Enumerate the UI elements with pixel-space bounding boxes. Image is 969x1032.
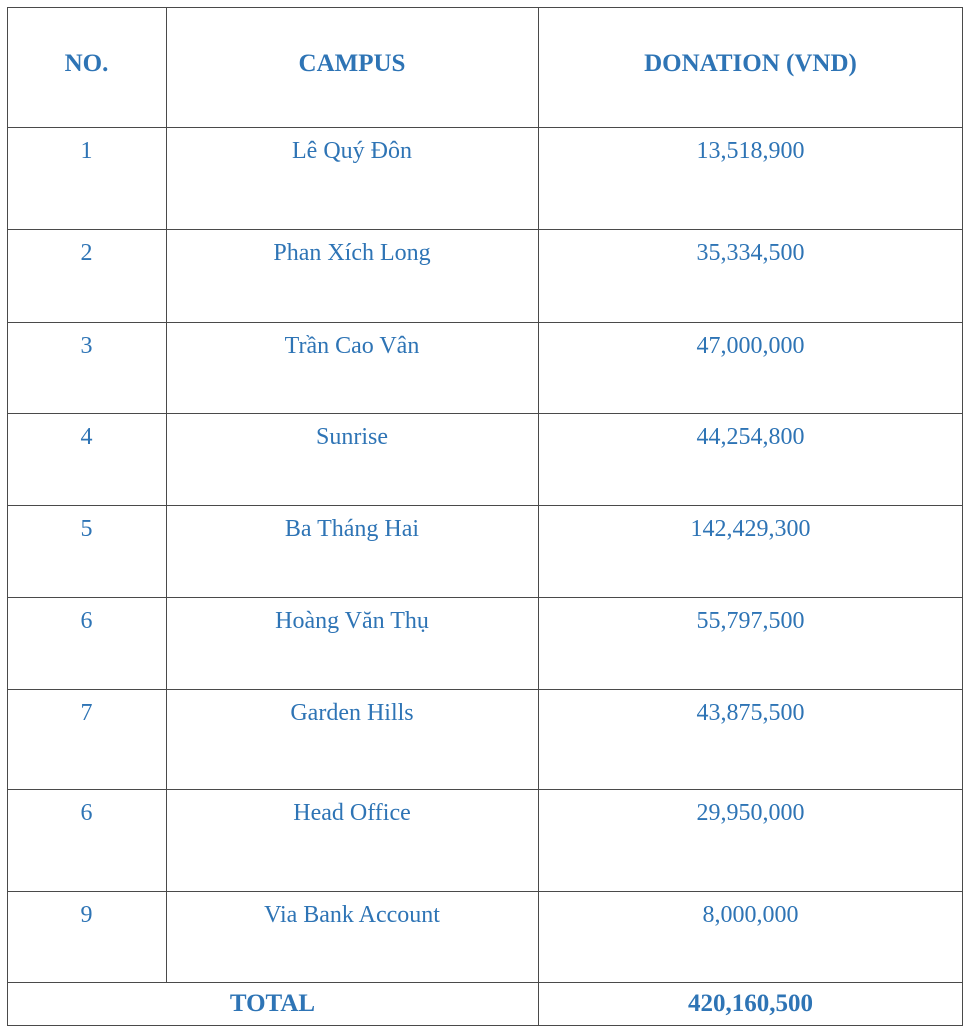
row-border xyxy=(7,413,963,414)
row-no: 9 xyxy=(80,902,93,928)
row-donation: 47,000,000 xyxy=(696,333,805,359)
row-border xyxy=(7,322,963,323)
row-donation: 29,950,000 xyxy=(696,800,805,826)
row-donation: 8,000,000 xyxy=(702,902,799,928)
row-campus: Lê Quý Đôn xyxy=(292,138,412,164)
row-campus: Sunrise xyxy=(316,424,388,450)
total-value: 420,160,500 xyxy=(688,990,813,1017)
row-no: 5 xyxy=(80,516,93,542)
row-no: 3 xyxy=(80,333,93,359)
row-donation: 35,334,500 xyxy=(696,240,805,266)
row-no: 1 xyxy=(80,138,93,164)
row-campus: Ba Tháng Hai xyxy=(284,516,420,542)
row-campus: Trần Cao Vân xyxy=(284,333,420,359)
row-border xyxy=(7,229,963,230)
row-donation: 13,518,900 xyxy=(696,138,805,164)
header-no: NO. xyxy=(64,50,109,77)
row-border xyxy=(7,982,963,983)
row-border xyxy=(7,689,963,690)
row-border xyxy=(7,7,963,8)
row-border xyxy=(7,505,963,506)
row-border xyxy=(7,789,963,790)
row-campus: Garden Hills xyxy=(290,700,414,726)
row-no: 7 xyxy=(80,700,93,726)
row-no: 6 xyxy=(80,800,93,826)
row-donation: 55,797,500 xyxy=(696,608,805,634)
row-campus: Via Bank Account xyxy=(264,902,440,928)
row-no: 6 xyxy=(80,608,93,634)
row-campus: Head Office xyxy=(293,800,411,826)
row-border xyxy=(7,597,963,598)
row-border xyxy=(7,891,963,892)
row-no: 2 xyxy=(80,240,93,266)
total-label: TOTAL xyxy=(229,990,316,1017)
row-border xyxy=(7,127,963,128)
row-campus: Hoàng Văn Thụ xyxy=(275,608,429,634)
row-border xyxy=(7,1025,963,1026)
row-donation: 44,254,800 xyxy=(696,424,805,450)
row-campus: Phan Xích Long xyxy=(273,240,431,266)
row-donation: 43,875,500 xyxy=(696,700,805,726)
donation-table xyxy=(7,7,963,1025)
row-no: 4 xyxy=(80,424,93,450)
row-donation: 142,429,300 xyxy=(690,516,811,542)
header-donation: DONATION (VND) xyxy=(644,50,857,77)
header-campus: CAMPUS xyxy=(298,50,406,77)
